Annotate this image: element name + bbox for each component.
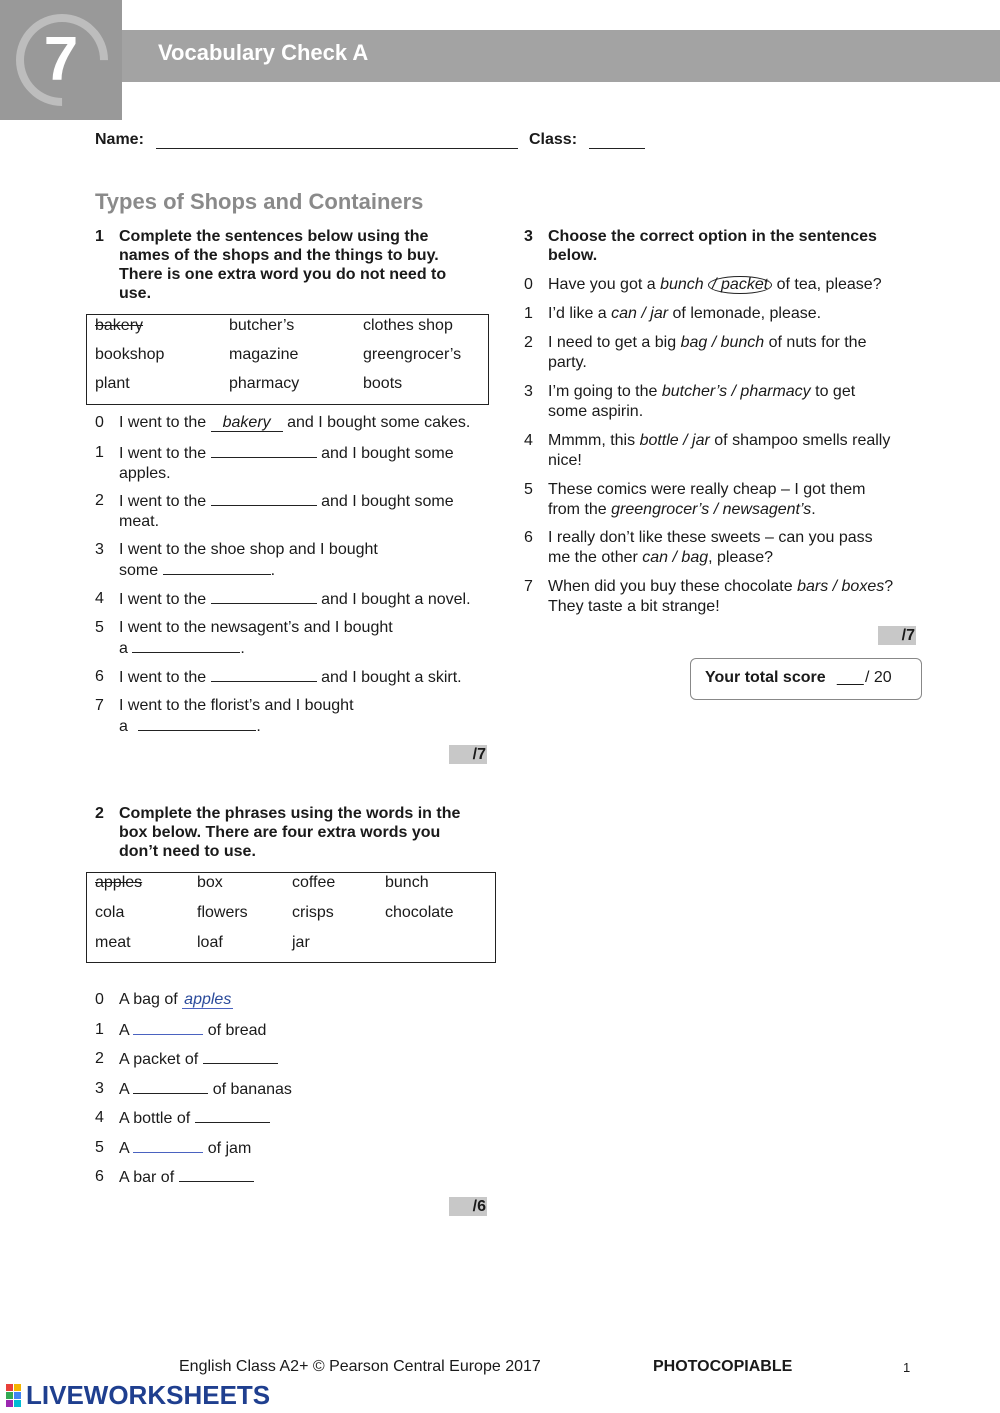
ex2-score-box <box>449 1197 487 1216</box>
item-text: A bottle of <box>119 1110 191 1127</box>
item-text: meat. <box>119 513 160 530</box>
word-box-item[interactable]: loaf <box>197 934 223 951</box>
word-box-item[interactable]: plant <box>95 375 130 392</box>
item-number: 6 <box>95 668 104 685</box>
word-box-item[interactable]: boots <box>363 375 403 392</box>
word-box-item[interactable]: cola <box>95 904 125 921</box>
item-text: A packet of <box>119 1051 199 1068</box>
item-number: 2 <box>524 334 533 351</box>
item-text: of tea, please? <box>776 276 882 293</box>
item-text: I went to the newsagent’s and I bought <box>119 619 393 636</box>
section-title: Types of Shops and Containers <box>95 189 424 214</box>
word-box-item[interactable]: butcher’s <box>229 317 295 334</box>
answer-blank[interactable] <box>203 1049 278 1064</box>
item-number: 2 <box>95 492 104 509</box>
answer-blank[interactable] <box>133 1020 203 1035</box>
item-text: I went to the <box>119 414 207 431</box>
item-text: A <box>119 1140 129 1157</box>
ex3-item <box>524 528 944 568</box>
item-text: These comics were really cheap – I got them <box>548 481 866 498</box>
item-text: A bar of <box>119 1169 175 1186</box>
class-label: Class: <box>529 131 578 148</box>
item-number: 5 <box>524 481 533 498</box>
item-text: of lemonade, please. <box>672 305 822 322</box>
item-text: of jam <box>207 1140 252 1157</box>
word-box-item[interactable]: crisps <box>292 904 334 921</box>
option-selected: packet <box>721 276 769 293</box>
word-box-item[interactable]: pharmacy <box>229 375 300 392</box>
item-number: 0 <box>95 414 104 431</box>
item-text: some aspirin. <box>548 403 644 420</box>
footer-copyright: English Class A2+ © Pearson Central Europe 2017 <box>179 1358 541 1375</box>
item-text: party. <box>548 354 587 371</box>
ex1-item <box>95 618 495 658</box>
item-text: , please? <box>708 549 774 566</box>
item-number: 4 <box>95 1109 104 1126</box>
item-text: ? <box>884 578 894 595</box>
item-text: I went to the <box>119 591 207 608</box>
item-text: of nuts for the <box>768 334 867 351</box>
item-text: I went to the shoe shop and I bought <box>119 541 378 558</box>
total-score-max: / 20 <box>865 669 892 686</box>
option-choice[interactable]: can / jar <box>611 305 669 322</box>
item-text: and I bought some <box>321 493 454 510</box>
answer-blank[interactable] <box>138 716 256 731</box>
answer-blank[interactable] <box>211 589 317 604</box>
ex2-instruction <box>95 804 495 864</box>
answer-blank[interactable] <box>132 638 240 653</box>
word-box-item[interactable]: box <box>197 874 223 891</box>
ex2-instr-line: don’t need to use. <box>119 843 256 860</box>
answer-blank[interactable] <box>211 667 317 682</box>
item-text: I’m going to the <box>548 383 658 400</box>
option[interactable]: bunch <box>660 276 704 293</box>
option-choice[interactable]: bars / boxes <box>797 578 885 595</box>
option-separator: / <box>712 276 717 293</box>
ex3-instr-line: Choose the correct option in the sentences <box>548 228 877 245</box>
item-number: 3 <box>95 1080 104 1097</box>
answer-blank[interactable] <box>133 1079 208 1094</box>
item-text: I went to the <box>119 445 207 462</box>
item-number: 5 <box>95 619 104 636</box>
word-box-item[interactable]: coffee <box>292 874 336 891</box>
item-number: 2 <box>95 1050 104 1067</box>
ex1-item <box>95 540 495 580</box>
item-number: 0 <box>95 991 104 1008</box>
word-box-item[interactable]: meat <box>95 934 131 951</box>
unit-number: 7 <box>43 25 79 94</box>
answer-blank[interactable] <box>211 443 317 458</box>
ex3-item <box>524 577 944 617</box>
ex1-instruction <box>95 227 495 307</box>
word-box-item: bakery <box>95 317 144 334</box>
option-choice[interactable]: bag / bunch <box>680 334 765 351</box>
item-text: of bananas <box>212 1081 292 1098</box>
word-box-item[interactable]: jar <box>292 934 310 951</box>
item-text: . <box>256 718 261 735</box>
item-text: a <box>119 640 128 657</box>
item-text: I went to the florist’s and I bought <box>119 697 354 714</box>
ex1-score-box <box>449 745 487 764</box>
item-text: and I bought a skirt. <box>321 669 462 686</box>
answer-blank[interactable] <box>163 560 271 575</box>
item-text: apples. <box>119 465 171 482</box>
item-text: a <box>119 718 128 735</box>
item-number: 4 <box>524 432 533 449</box>
answer-blank[interactable] <box>211 491 317 506</box>
score-label: /7 <box>472 746 486 763</box>
item-text: I went to the <box>119 669 207 686</box>
ex3-item <box>524 431 944 471</box>
answer-blank[interactable] <box>195 1108 270 1123</box>
word-box-item[interactable]: bookshop <box>95 346 165 363</box>
item-text: me the other <box>548 549 638 566</box>
ex3-score-box <box>878 626 916 645</box>
item-number: 3 <box>524 383 533 400</box>
footer-photocopiable: PHOTOCOPIABLE <box>653 1358 793 1375</box>
ex1-item <box>95 443 495 483</box>
item-text: of shampoo smells really <box>714 432 891 449</box>
score-label: /7 <box>901 627 915 644</box>
ex1-item <box>95 696 495 736</box>
item-text: of bread <box>207 1022 267 1039</box>
item-text: Have you got a <box>548 276 656 293</box>
option-choice[interactable]: can / bag <box>642 549 709 566</box>
footer-page-number: 1 <box>903 1360 911 1375</box>
item-text: and I bought some <box>321 445 454 462</box>
ex3-item <box>524 333 944 373</box>
item-number: 7 <box>524 578 533 595</box>
item-number: 4 <box>95 590 104 607</box>
item-text: . <box>811 501 816 518</box>
item-text: I went to the <box>119 493 207 510</box>
ex1-item <box>95 491 495 531</box>
name-label: Name: <box>95 131 144 148</box>
item-text: from the <box>548 501 607 518</box>
item-text: nice! <box>548 452 582 469</box>
item-number: 3 <box>95 541 104 558</box>
liveworksheets-wordmark[interactable]: LIVEWORKSHEETS <box>26 1380 271 1410</box>
option-choice[interactable]: bottle / jar <box>639 432 710 449</box>
page-title: Vocabulary Check A <box>158 40 369 65</box>
item-text: A <box>119 1022 129 1039</box>
item-number: 6 <box>524 529 533 546</box>
word-box-item[interactable]: greengrocer’s <box>363 346 462 363</box>
ex1-instr-line: names of the shops and the things to buy. <box>119 247 439 264</box>
item-text: to get <box>815 383 856 400</box>
word-box-item[interactable]: flowers <box>197 904 248 921</box>
total-score-blank[interactable]: ___ <box>837 669 864 686</box>
word-box-item[interactable]: magazine <box>229 346 299 363</box>
item-number: 1 <box>95 1021 104 1038</box>
item-text: some <box>119 562 159 579</box>
ex3-instruction <box>524 227 944 267</box>
item-text: I really don’t like these sweets – can you pass <box>548 529 873 546</box>
option-choice[interactable]: butcher’s / pharmacy <box>661 383 811 400</box>
word-box-item: apples <box>95 874 143 891</box>
answer-blank[interactable] <box>133 1138 203 1153</box>
item-text: and I bought a novel. <box>321 591 471 608</box>
word-box-item[interactable]: chocolate <box>385 904 454 921</box>
item-number: 0 <box>524 276 533 293</box>
item-text: and I bought some cakes. <box>287 414 471 431</box>
word-box-item[interactable]: bunch <box>385 874 429 891</box>
word-box-item[interactable]: clothes shop <box>363 317 453 334</box>
option-choice[interactable]: greengrocer’s / newsagent’s <box>611 501 812 518</box>
ex3-number: 3 <box>524 228 533 245</box>
ex1-number: 1 <box>95 228 104 245</box>
name-field[interactable] <box>156 148 518 149</box>
total-score-label: Your total score <box>705 669 826 686</box>
item-number: 6 <box>95 1168 104 1185</box>
item-text: . <box>270 562 276 579</box>
item-text: A bag of <box>119 991 178 1008</box>
item-text: They taste a bit strange! <box>548 598 720 615</box>
ex1-instr-line: use. <box>119 285 152 302</box>
total-score-box <box>690 658 922 700</box>
ex2-instr-line: box below. There are four extra words you <box>119 824 441 841</box>
item-text: . <box>240 640 245 657</box>
option-circled[interactable] <box>708 276 772 294</box>
ex2-instr-line: Complete the phrases using the words in the <box>119 805 461 822</box>
class-field[interactable] <box>589 148 645 149</box>
item-number: 1 <box>95 444 104 461</box>
item-number: 5 <box>95 1139 104 1156</box>
item-text: I’d like a <box>548 305 607 322</box>
item-text: When did you buy these chocolate <box>548 578 793 595</box>
item-text: Mmmm, this <box>548 432 636 449</box>
answer-example: apples <box>184 991 232 1008</box>
ex2-number: 2 <box>95 805 104 822</box>
ex1-word-box <box>86 314 489 405</box>
item-text: I need to get a big <box>548 334 677 351</box>
score-label: /6 <box>472 1198 486 1215</box>
answer-blank[interactable] <box>179 1167 254 1182</box>
ex3-item <box>524 480 944 520</box>
item-number: 7 <box>95 697 104 714</box>
answer-example: bakery <box>211 414 283 432</box>
header-band <box>0 30 1000 82</box>
item-number: 1 <box>524 305 533 322</box>
ex3-instr-line: below. <box>548 247 598 264</box>
ex1-instr-line: There is one extra word you do not need to <box>119 266 447 283</box>
ex3-item <box>524 382 944 422</box>
item-text: A <box>119 1081 129 1098</box>
ex1-instr-line: Complete the sentences below using the <box>119 228 429 245</box>
ex2-word-box <box>86 872 496 963</box>
